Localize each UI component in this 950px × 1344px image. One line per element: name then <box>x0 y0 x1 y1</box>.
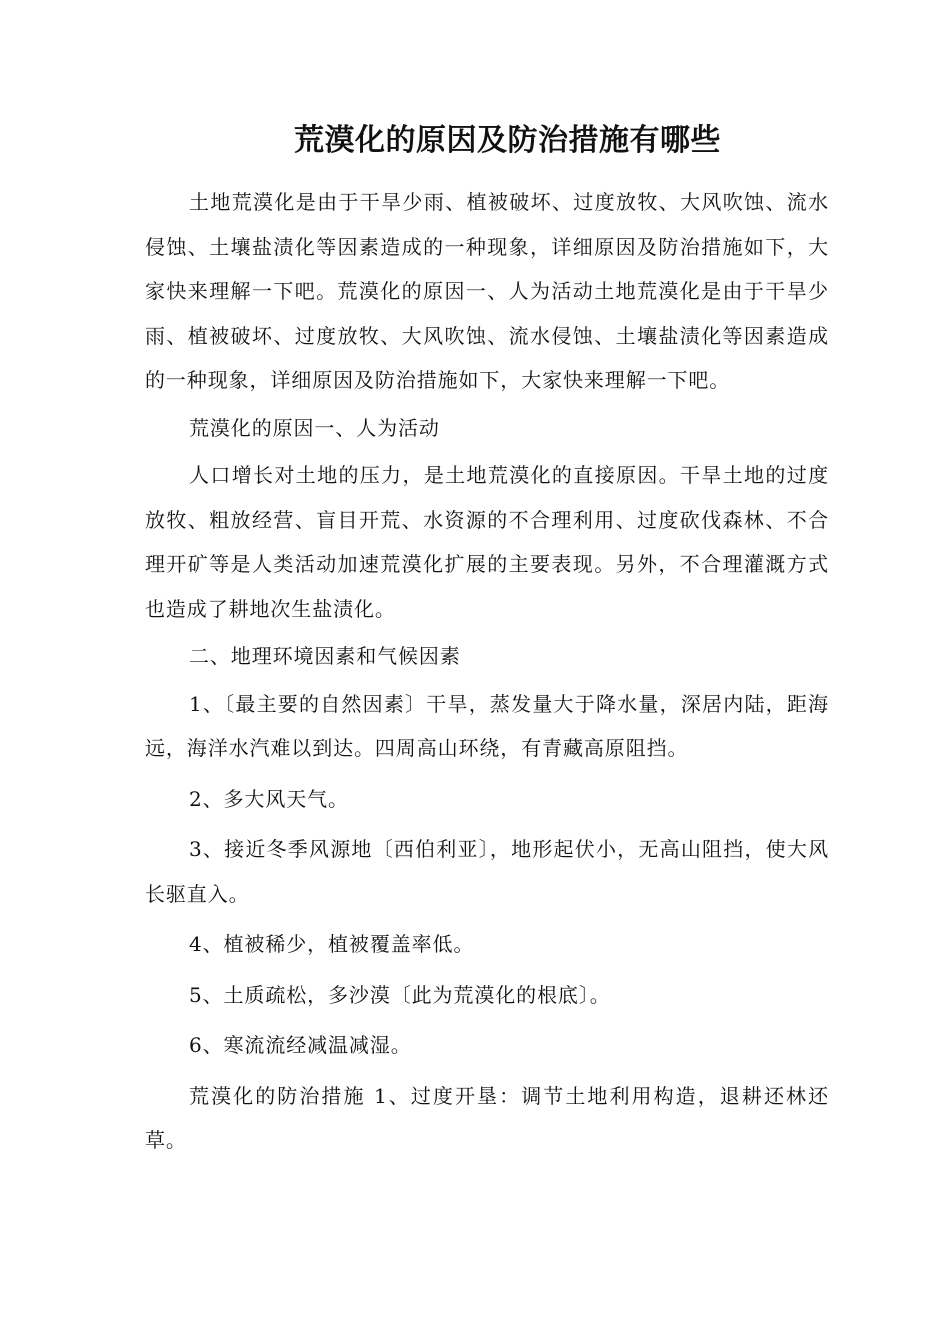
paragraph-intro: 土地荒漠化是由于干旱少雨、植被破坏、过度放牧、大风吹蚀、流水侵蚀、土壤盐渍化等因素造成的一种现象，详细原因及防治措施如下，大家快来理解一下吧。荒漠化的原因一、人为活动土地荒漠化是由于干旱少雨、植被破坏、过度放牧、大风吹蚀、流水侵蚀、土壤盐渍化等因素造成的一种现象，详细原因及防治措施如下，大家快来理解一下吧。 <box>145 190 829 392</box>
paragraph-heading-natural-factors: 二、地理环境因素和气候因素 <box>189 644 461 668</box>
paragraph-heading-human-activity: 荒漠化的原因一、人为活动 <box>189 415 440 440</box>
document-title: 荒漠化的原因及防治措施有哪些 <box>294 123 721 158</box>
document-body <box>145 180 829 1163</box>
paragraph-item-1: 1、〔最主要的自然因素〕干旱，蒸发量大于降水量，深居内陆，距海远，海洋水汽难以到达。四周高山环绕，有青藏高原阻挡。 <box>145 691 829 760</box>
paragraph-item-2: 2、多大风天气。 <box>189 786 349 811</box>
paragraph-item-4: 4、植被稀少，植被覆盖率低。 <box>189 932 475 956</box>
paragraph-population-pressure: 人口增长对土地的压力，是土地荒漠化的直接原因。干旱土地的过度放牧、粗放经营、盲目开荒、水资源的不合理利用、过度砍伐森林、不合理开矿等是人类活动加速荒漠化扩展的主要表现。另外，不合理灌溉方式也造成了耕地次生盐渍化。 <box>145 463 829 621</box>
paragraph-item-6: 6、寒流流经减温减湿。 <box>189 1033 412 1057</box>
paragraph-item-3: 3、接近冬季风源地〔西伯利亚〕，地形起伏小，无高山阻挡，使大风长驱直入。 <box>145 837 829 906</box>
paragraph-prevention-measures: 荒漠化的防治措施 1、过度开垦：调节土地利用构造，退耕还林还草。 <box>145 1083 829 1152</box>
paragraph-item-5: 5、土质疏松，多沙漠〔此为荒漠化的根底〕。 <box>189 982 611 1007</box>
